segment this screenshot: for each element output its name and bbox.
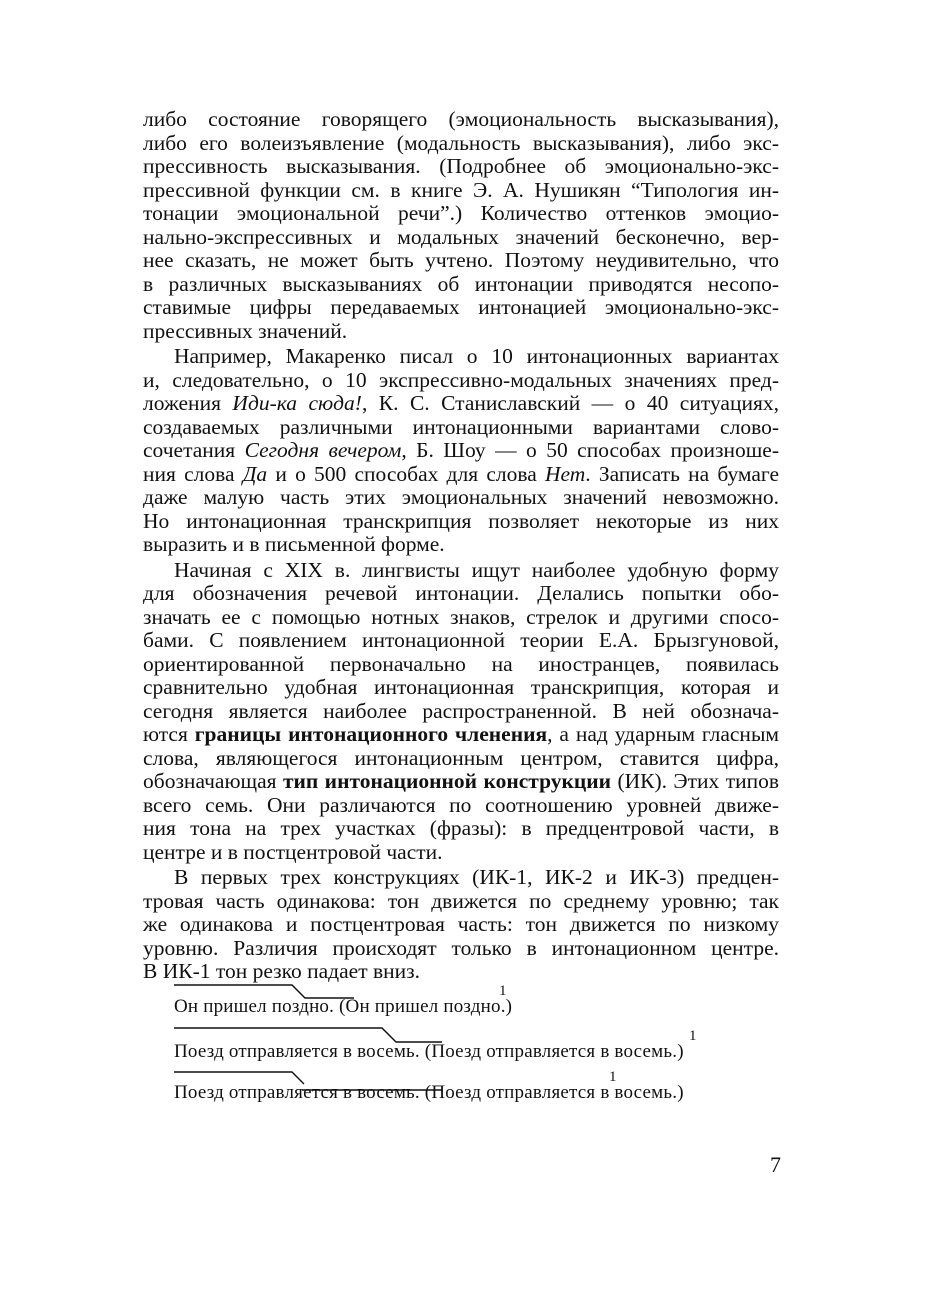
text-line: бами. С появлением интонационной теории Е.А. Брызгуновой, — [143, 628, 779, 652]
italic-phrase: Иди-ка сюда! — [232, 391, 362, 415]
text-line: Но интонационная транскрипция позволяет некоторые из них — [143, 508, 779, 533]
italic-phrase: Нет — [544, 461, 586, 486]
text-line: для обозначения речевой интонации. Делались попытки обо- — [143, 581, 779, 605]
bold-term: тип интонационной конструкции — [282, 769, 612, 793]
page-body — [143, 108, 779, 984]
text-line: Например, Макаренко писал о 10 интонационных вариантах — [174, 344, 779, 368]
example-text: Он пришел поздно. (Он пришел поздно.) — [174, 996, 513, 1017]
text-line: сегодня является наиболее распространенной. В ней обознача- — [143, 698, 779, 723]
ik-number: 1 — [689, 1028, 697, 1044]
text-line: слова, являющегося интонационным центром, ставится цифра, — [143, 745, 779, 770]
text-line: значать ее с помощью нотных знаков, стрелок и другими спосо- — [143, 604, 779, 629]
intonation-examples — [172, 982, 792, 1110]
example-3 — [172, 1066, 792, 1110]
text-line: либо его волеизъявление (модальность высказывания), либо экс- — [143, 130, 779, 155]
example-1 — [172, 982, 792, 1026]
text-line: прессивных значений. — [143, 318, 348, 343]
text-line: Начиная с XIX в. лингвисты ищут наиболее удобную форму — [174, 557, 779, 582]
text-line: сравнительно удобная интонационная транскрипция, которая и — [143, 675, 779, 699]
text-line: создаваемых различными интонационными вариантами слово- — [143, 414, 779, 439]
text-line: всего семь. Они различаются по соотношению уровней движе- — [143, 792, 779, 817]
paragraph-2 — [143, 345, 779, 557]
text-line: в различных высказываниях об интонации приводятся несопо- — [143, 271, 779, 296]
text-line: ния тона на трех участках (фразы): в предцентровой части, в — [143, 816, 779, 840]
text-line: уровню. Различия происходят только в интонационном центре. — [143, 935, 779, 960]
ik-number: 1 — [609, 1069, 617, 1085]
italic-phrase: Сегодня вечером — [244, 438, 402, 462]
text-line: ния слова Да и о 500 способах для слова Нет. Записать на бумаге — [143, 461, 780, 486]
text-line: прессивной функции см. в книге Э. А. Нушикян “Типология ин- — [143, 177, 779, 202]
text-line: В первых трех конструкциях (ИК-1, ИК-2 и ИК-3) предцен- — [174, 865, 779, 889]
text-line: даже малую часть этих эмоциональных значений невозможно. — [143, 485, 779, 509]
paragraph-1 — [143, 108, 779, 343]
paragraph-4 — [143, 866, 779, 984]
text-line: центре и в постцентровой части. — [143, 839, 443, 864]
text-line: сочетания Сегодня вечером, Б. Шоу — о 50 способах произноше- — [143, 438, 780, 462]
text-line: В ИК-1 тон резко падает вниз. — [143, 959, 421, 983]
text-line: же одинакова и постцентровая часть: тон движется по низкому — [143, 912, 779, 936]
bold-term: границы интонационного членения — [194, 722, 548, 746]
page-number: 7 — [770, 1152, 781, 1177]
text-line: прессивность высказывания. (Подробнее об эмоционально-экс- — [143, 154, 779, 178]
text-line: и, следовательно, о 10 экспрессивно-модальных значениях пред- — [143, 367, 779, 392]
text-line: нально-экспрессивных и модальных значений бесконечно, вер- — [143, 224, 779, 249]
text-line: ориентированной первоначально на иностранцев, появилась — [143, 651, 779, 676]
text-line: тонации эмоциональной речи”.) Количество оттенков эмоцио- — [143, 201, 779, 225]
text-line: обозначающая тип интонационной конструкции (ИК). Этих типов — [143, 769, 779, 793]
italic-phrase: Да — [242, 461, 268, 486]
paragraph-3 — [143, 559, 779, 865]
text-line: выразить и в письменной форме. — [143, 532, 445, 556]
example-2 — [172, 1026, 792, 1066]
text-line: ются границы интонационного членения, а над ударным гласным — [143, 722, 779, 746]
example-text: Поезд отправляется в восемь. (Поезд отправляется в восемь.) — [174, 1041, 684, 1062]
text-line: нее сказать, не может быть учтено. Поэтому неудивительно, что — [143, 248, 779, 272]
text-line: тровая часть одинакова: тон движется по среднему уровню; так — [143, 888, 779, 913]
ik-number: 1 — [499, 983, 507, 999]
text-line: либо состояние говорящего (эмоциональность высказывания), — [143, 107, 779, 131]
text-line: ложения Иди-ка сюда!, К. С. Станиславский — о 40 ситуациях, — [143, 391, 779, 415]
text-line: ставимые цифры передаваемых интонацией эмоционально-экс- — [143, 295, 779, 319]
example-text: Поезд отправляется в восемь. (Поезд отправляется в восемь.) — [174, 1082, 684, 1103]
